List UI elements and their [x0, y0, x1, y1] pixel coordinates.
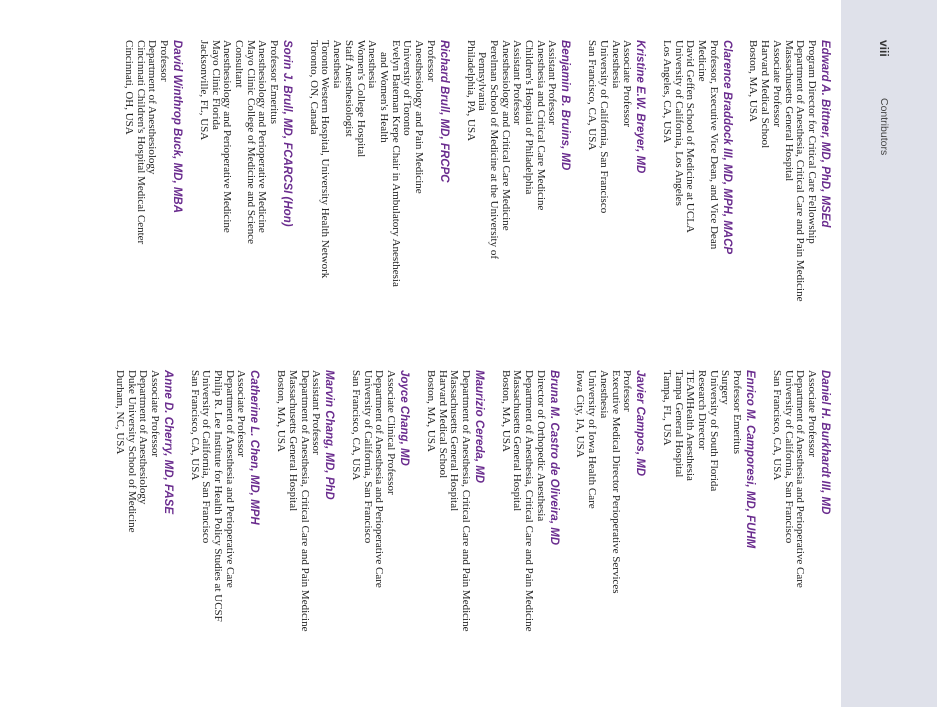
contributor-entry: [499, 370, 560, 695]
affiliation-line: Professor: [424, 40, 437, 82]
affiliation-line: Medicine: [696, 40, 709, 82]
affiliation-line: Associate Professor: [235, 370, 248, 458]
affiliation-line: Anesthesiology and Perioperative Medicine: [256, 40, 269, 233]
contributors-left-column: [108, 40, 831, 365]
affiliation-line: Iowa City, IA, USA: [574, 370, 587, 458]
contributor-entry: [660, 40, 733, 365]
affiliation-line: University of California, Los Angeles: [672, 40, 685, 206]
contributor-entry: [574, 370, 647, 695]
affiliation-line: Department of Anesthesia, Critical Care and Pain Medicine: [298, 370, 311, 632]
affiliation-line: and Women's Health: [378, 52, 391, 143]
affiliation-line: Anesthesia: [366, 40, 379, 89]
contributor-name: Edward A. Bittner, MD, PhD, MSEd: [819, 40, 831, 228]
affiliation-line: Harvard Medical School: [759, 40, 772, 149]
affiliation-line: Philadelphia, PA, USA: [464, 40, 477, 142]
affiliation-line: Director of Orthopedic Anesthesia: [534, 370, 547, 522]
affiliation-line: Children's Hospital of Philadelphia: [523, 40, 536, 195]
contributor-name: Catherine L. Chen, MD, MPH: [248, 370, 261, 525]
affiliation-line: Surgery: [719, 370, 732, 405]
affiliation-line: Department of Anesthesia and Perioperative Care: [373, 370, 386, 588]
affiliation-line: Tampa, FL, USA: [660, 370, 673, 446]
affiliation-line: Associate Professor: [148, 370, 161, 458]
affiliation-line: Anesthesia: [609, 40, 622, 89]
affiliation-line: Anesthesiology and Perioperative Medicine: [221, 40, 234, 233]
affiliation-line: David Geffen School of Medicine at UCLA: [684, 40, 697, 233]
contributor-name: Bruna M. Castro de Oliveira, MD: [547, 370, 560, 546]
affiliation-line: Assistant Professor: [310, 370, 323, 455]
affiliation-line: Department of Anesthesiology: [146, 40, 159, 175]
affiliation-line: Massachusetts General Hospital: [448, 370, 461, 512]
contributor-entry: [197, 40, 293, 365]
affiliation-line: Toronto, ON, Canada: [307, 40, 320, 135]
affiliation-line: Anesthesia: [597, 370, 610, 419]
contributor-name: Daniel H. Burkhardt III, MD: [819, 370, 831, 515]
affiliation-line: Boston, MA, USA: [499, 370, 512, 452]
contributor-entry: [113, 370, 174, 695]
affiliation-line: Mayo Clinic Florida: [209, 40, 222, 130]
contributor-name: Javier Campos, MD: [634, 370, 647, 477]
contributor-entry: [585, 40, 646, 365]
affiliation-line: Assistant Professor: [511, 40, 524, 125]
affiliation-line: University of California, San Francisco: [361, 370, 374, 544]
affiliation-line: Boston, MA, USA: [747, 40, 760, 122]
affiliation-line: Program Director for Critical Care Fellowship: [806, 40, 818, 244]
affiliation-line: TEAMHealth Anesthesia: [684, 370, 697, 481]
contributor-entry: [188, 370, 261, 695]
affiliation-line: Research Director: [696, 370, 709, 450]
affiliation-line: Professor Emeritus: [268, 40, 281, 125]
affiliation-line: Anesthesia and Critical Care Medicine: [534, 40, 547, 211]
affiliation-line: Toronto Western Hospital, University Health Network: [319, 40, 332, 279]
contributor-name: Marvin Chang, MD, PhD: [323, 370, 336, 500]
affiliation-line: Massachusetts General Hospital: [286, 370, 299, 512]
contributor-entry: [464, 40, 572, 365]
affiliation-line: Department of Anesthesia and Perioperative Care: [223, 370, 236, 588]
affiliation-line: Professor: [621, 370, 634, 412]
affiliation-line: University of California, San Francisco: [597, 40, 610, 214]
affiliation-line: Cincinnati, OH, USA: [123, 40, 136, 135]
affiliation-line: Durham, NC, USA: [113, 370, 126, 455]
affiliation-line: Department of Anesthesia, Critical Care and Pain Medicine: [459, 370, 472, 632]
contributor-name: Benjamin B. Bruins, MD: [559, 40, 572, 171]
contributor-entry: [275, 370, 336, 695]
affiliation-line: Tampa General Hospital: [672, 370, 685, 478]
page-number: viii: [877, 40, 891, 57]
affiliation-line: Evelyn Bateman Krepe Chair in Ambulatory Anesthesia: [389, 40, 402, 287]
affiliation-line: Consultant: [232, 40, 245, 88]
contributor-entry: [747, 40, 831, 365]
affiliation-line: Anesthesiology and Pain Medicine: [413, 40, 426, 194]
contributor-name: Richard Brull, MD, FRCPC: [437, 40, 450, 183]
contributor-name: Enrico M. Camporesi, MD, FUHM: [744, 370, 757, 549]
affiliation-line: Professor Emeritus: [731, 370, 744, 455]
contributor-name: Joyce Chang, MD: [398, 370, 411, 466]
running-head: Contributors: [878, 98, 890, 156]
affiliation-line: Duke University School of Medicine: [125, 370, 138, 533]
affiliation-line: University of South Florida: [707, 370, 720, 492]
contributor-entry: [424, 370, 485, 695]
affiliation-line: Boston, MA, USA: [275, 370, 288, 452]
affiliation-line: Philip R. Lee Institute for Health Policy Studies at UCSF: [212, 370, 225, 622]
contributors-right-column: [99, 370, 831, 695]
affiliation-line: Professor: [158, 40, 171, 82]
affiliation-line: Women's College Hospital: [354, 40, 367, 158]
affiliation-line: Executive Medical Director Perioperative Services: [609, 370, 622, 594]
affiliation-line: University of Iowa Health Care: [586, 370, 599, 509]
affiliation-line: Associate Clinical Professor: [385, 370, 398, 495]
affiliation-line: Cincinnati Children's Hospital Medical Center: [134, 40, 147, 245]
affiliation-line: University of California, San Francisco: [782, 370, 795, 544]
affiliation-line: Massachusetts General Hospital: [511, 370, 524, 512]
affiliation-line: Harvard Medical School: [436, 370, 449, 479]
affiliation-line: Mayo Clinic College of Medicine and Science: [244, 40, 257, 245]
affiliation-line: Department of Anesthesia and Perioperative Care: [794, 370, 807, 588]
contributor-entry: [770, 370, 831, 695]
contributor-name: Clarence Braddock III, MD, MPH, MACP: [720, 40, 733, 255]
affiliation-line: Boston, MA, USA: [424, 370, 437, 452]
affiliation-line: San Francisco, CA, USA: [188, 370, 201, 481]
header-band: [841, 0, 937, 707]
affiliation-line: University of California, San Francisco: [200, 370, 213, 544]
contributor-entry: [660, 370, 756, 695]
affiliation-line: Department of Anesthesia, Critical Care and Pain Medicine: [523, 370, 536, 632]
affiliation-line: Assistant Professor: [546, 40, 559, 125]
contributor-name: Sorin J. Brull, MD, FCARCSI (Hon): [281, 40, 294, 227]
affiliation-line: Pennsylvania: [476, 52, 489, 111]
affiliation-line: University of Toronto: [401, 40, 414, 136]
affiliation-line: Associate Professor: [770, 40, 783, 128]
affiliation-line: Los Angeles, CA, USA: [660, 40, 673, 143]
contributor-name: Maurizio Cereda, MD: [472, 370, 485, 484]
contributor-entry: [307, 40, 450, 365]
affiliation-line: San Francisco, CA, USA: [350, 370, 363, 481]
affiliation-line: Anesthesiology and Critical Care Medicine: [499, 40, 512, 231]
affiliation-line: Massachusetts General Hospital: [782, 40, 795, 182]
affiliation-line: Jacksonville, FL, USA: [197, 40, 210, 141]
affiliation-line: Associate Professor: [621, 40, 634, 128]
affiliation-line: Department of Anesthesiology: [137, 370, 150, 505]
contributor-name: David Winthrop Buck, MD, MBA: [171, 40, 184, 214]
contributor-name: Kristine E.W. Breyer, MD: [634, 40, 647, 174]
affiliation-line: Staff Anesthesiologist: [342, 40, 355, 137]
affiliation-line: Anesthesia: [331, 40, 344, 89]
affiliation-line: San Francisco, CA, USA: [586, 40, 599, 151]
contributor-name: Anne D. Cherry, MD, FASE: [161, 370, 174, 514]
affiliation-line: Department of Anesthesia, Critical Care and Pain Medicine: [794, 40, 807, 302]
contributor-entry: [349, 370, 410, 695]
affiliation-line: Professor, Executive Vice Dean, and Vice Dean: [707, 40, 720, 250]
affiliation-line: Perelman School of Medicine at the University of: [487, 40, 500, 260]
affiliation-line: Associate Professor: [806, 370, 818, 458]
contributor-entry: [122, 40, 183, 365]
affiliation-line: San Francisco, CA, USA: [770, 370, 783, 481]
